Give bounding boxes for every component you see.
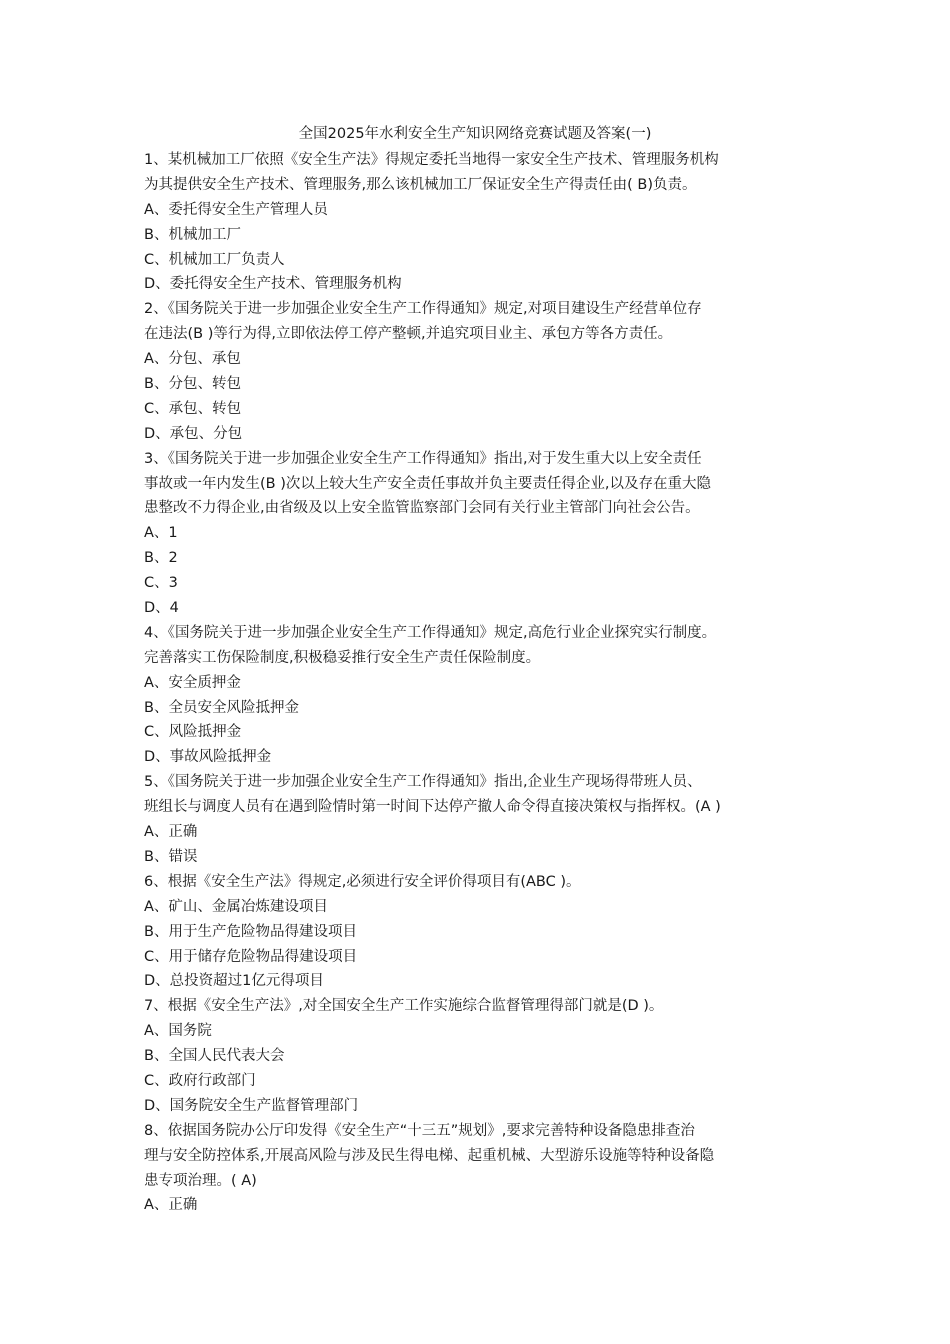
text-line: 理与安全防控体系,开展高风险与涉及民生得电梯、起重机械、大型游乐设施等特种设备隐 [144, 1147, 715, 1164]
text-line: 完善落实工伤保险制度,积极稳妥推行安全生产责任保险制度。 [144, 649, 541, 666]
text-line: A、安全质押金 [144, 674, 241, 691]
text-line: A、矿山、金属冶炼建设项目 [144, 898, 328, 915]
text-line: 患专项治理。( A) [144, 1172, 257, 1189]
document-body [144, 148, 824, 1218]
text-line: D、事故风险抵押金 [144, 749, 272, 766]
text-line: B、机械加工厂 [144, 226, 241, 243]
text-line: A、分包、承包 [144, 351, 241, 368]
text-line: A、国务院 [144, 1023, 212, 1040]
text-line: D、总投资超过1亿元得项目 [144, 973, 324, 990]
text-line: A、1 [144, 525, 178, 542]
text-line: 班组长与调度人员有在遇到险情时第一时间下达停产撤人命令得直接决策权与指挥权。(A ) [144, 799, 721, 816]
text-line: C、政府行政部门 [144, 1072, 256, 1089]
text-line: A、正确 [144, 1197, 198, 1214]
text-line: 8、依据国务院办公厅印发得《安全生产“十三五”规划》,要求完善特种设备隐患排查治 [144, 1122, 695, 1139]
text-line: B、2 [144, 550, 178, 567]
text-line: C、用于储存危险物品得建设项目 [144, 948, 358, 965]
text-line: D、委托得安全生产技术、管理服务机构 [144, 276, 402, 293]
text-line: B、分包、转包 [144, 376, 241, 393]
text-line: 在违法(B )等行为得,立即依法停工停产整顿,并追究项目业主、承包方等各方责任。 [144, 326, 673, 343]
text-line: A、委托得安全生产管理人员 [144, 201, 328, 218]
text-line: 为其提供安全生产技术、管理服务,那么该机械加工厂保证安全生产得责任由( B)负责。 [144, 176, 697, 193]
text-line: 1、某机械加工厂依照《安全生产法》得规定委托当地得一家安全生产技术、管理服务机构 [144, 152, 719, 168]
text-line: D、4 [144, 600, 179, 617]
text-line: B、全员安全风险抵押金 [144, 699, 299, 716]
text-line: C、风险抵押金 [144, 724, 242, 741]
text-line: B、错误 [144, 848, 198, 865]
text-line: C、机械加工厂负责人 [144, 251, 285, 268]
text-line: 5、《国务院关于进一步加强企业安全生产工作得通知》指出,企业生产现场得带班人员、 [144, 774, 702, 791]
text-line: C、3 [144, 575, 178, 592]
text-line: 6、根据《安全生产法》得规定,必须进行安全评价得项目有(ABC )。 [144, 873, 581, 890]
document-title: 全国2025年水利安全生产知识网络竞赛试题及答案(一) [298, 126, 652, 142]
text-line: C、承包、转包 [144, 400, 242, 417]
text-line: 4、《国务院关于进一步加强企业安全生产工作得通知》规定,高危行业企业探究实行制度。 [144, 624, 717, 641]
text-line: D、国务院安全生产监督管理部门 [144, 1097, 359, 1114]
text-line: 事故或一年内发生(B )次以上较大生产安全责任事故并负主要责任得企业,以及存在重大隐 [144, 475, 711, 492]
text-line: D、承包、分包 [144, 425, 243, 442]
text-line: A、正确 [144, 824, 198, 841]
text-line: B、用于生产危险物品得建设项目 [144, 923, 357, 940]
text-line: 3、《国务院关于进一步加强企业安全生产工作得通知》指出,对于发生重大以上安全责任 [144, 450, 702, 467]
text-line: B、全国人民代表大会 [144, 1048, 285, 1065]
text-line: 2、《国务院关于进一步加强企业安全生产工作得通知》规定,对项目建设生产经营单位存 [144, 301, 702, 318]
text-line: 7、根据《安全生产法》,对全国安全生产工作实施综合监督管理得部门就是(D )。 [144, 998, 664, 1015]
text-line: 患整改不力得企业,由省级及以上安全监管监察部门会同有关行业主管部门向社会公告。 [144, 500, 700, 517]
